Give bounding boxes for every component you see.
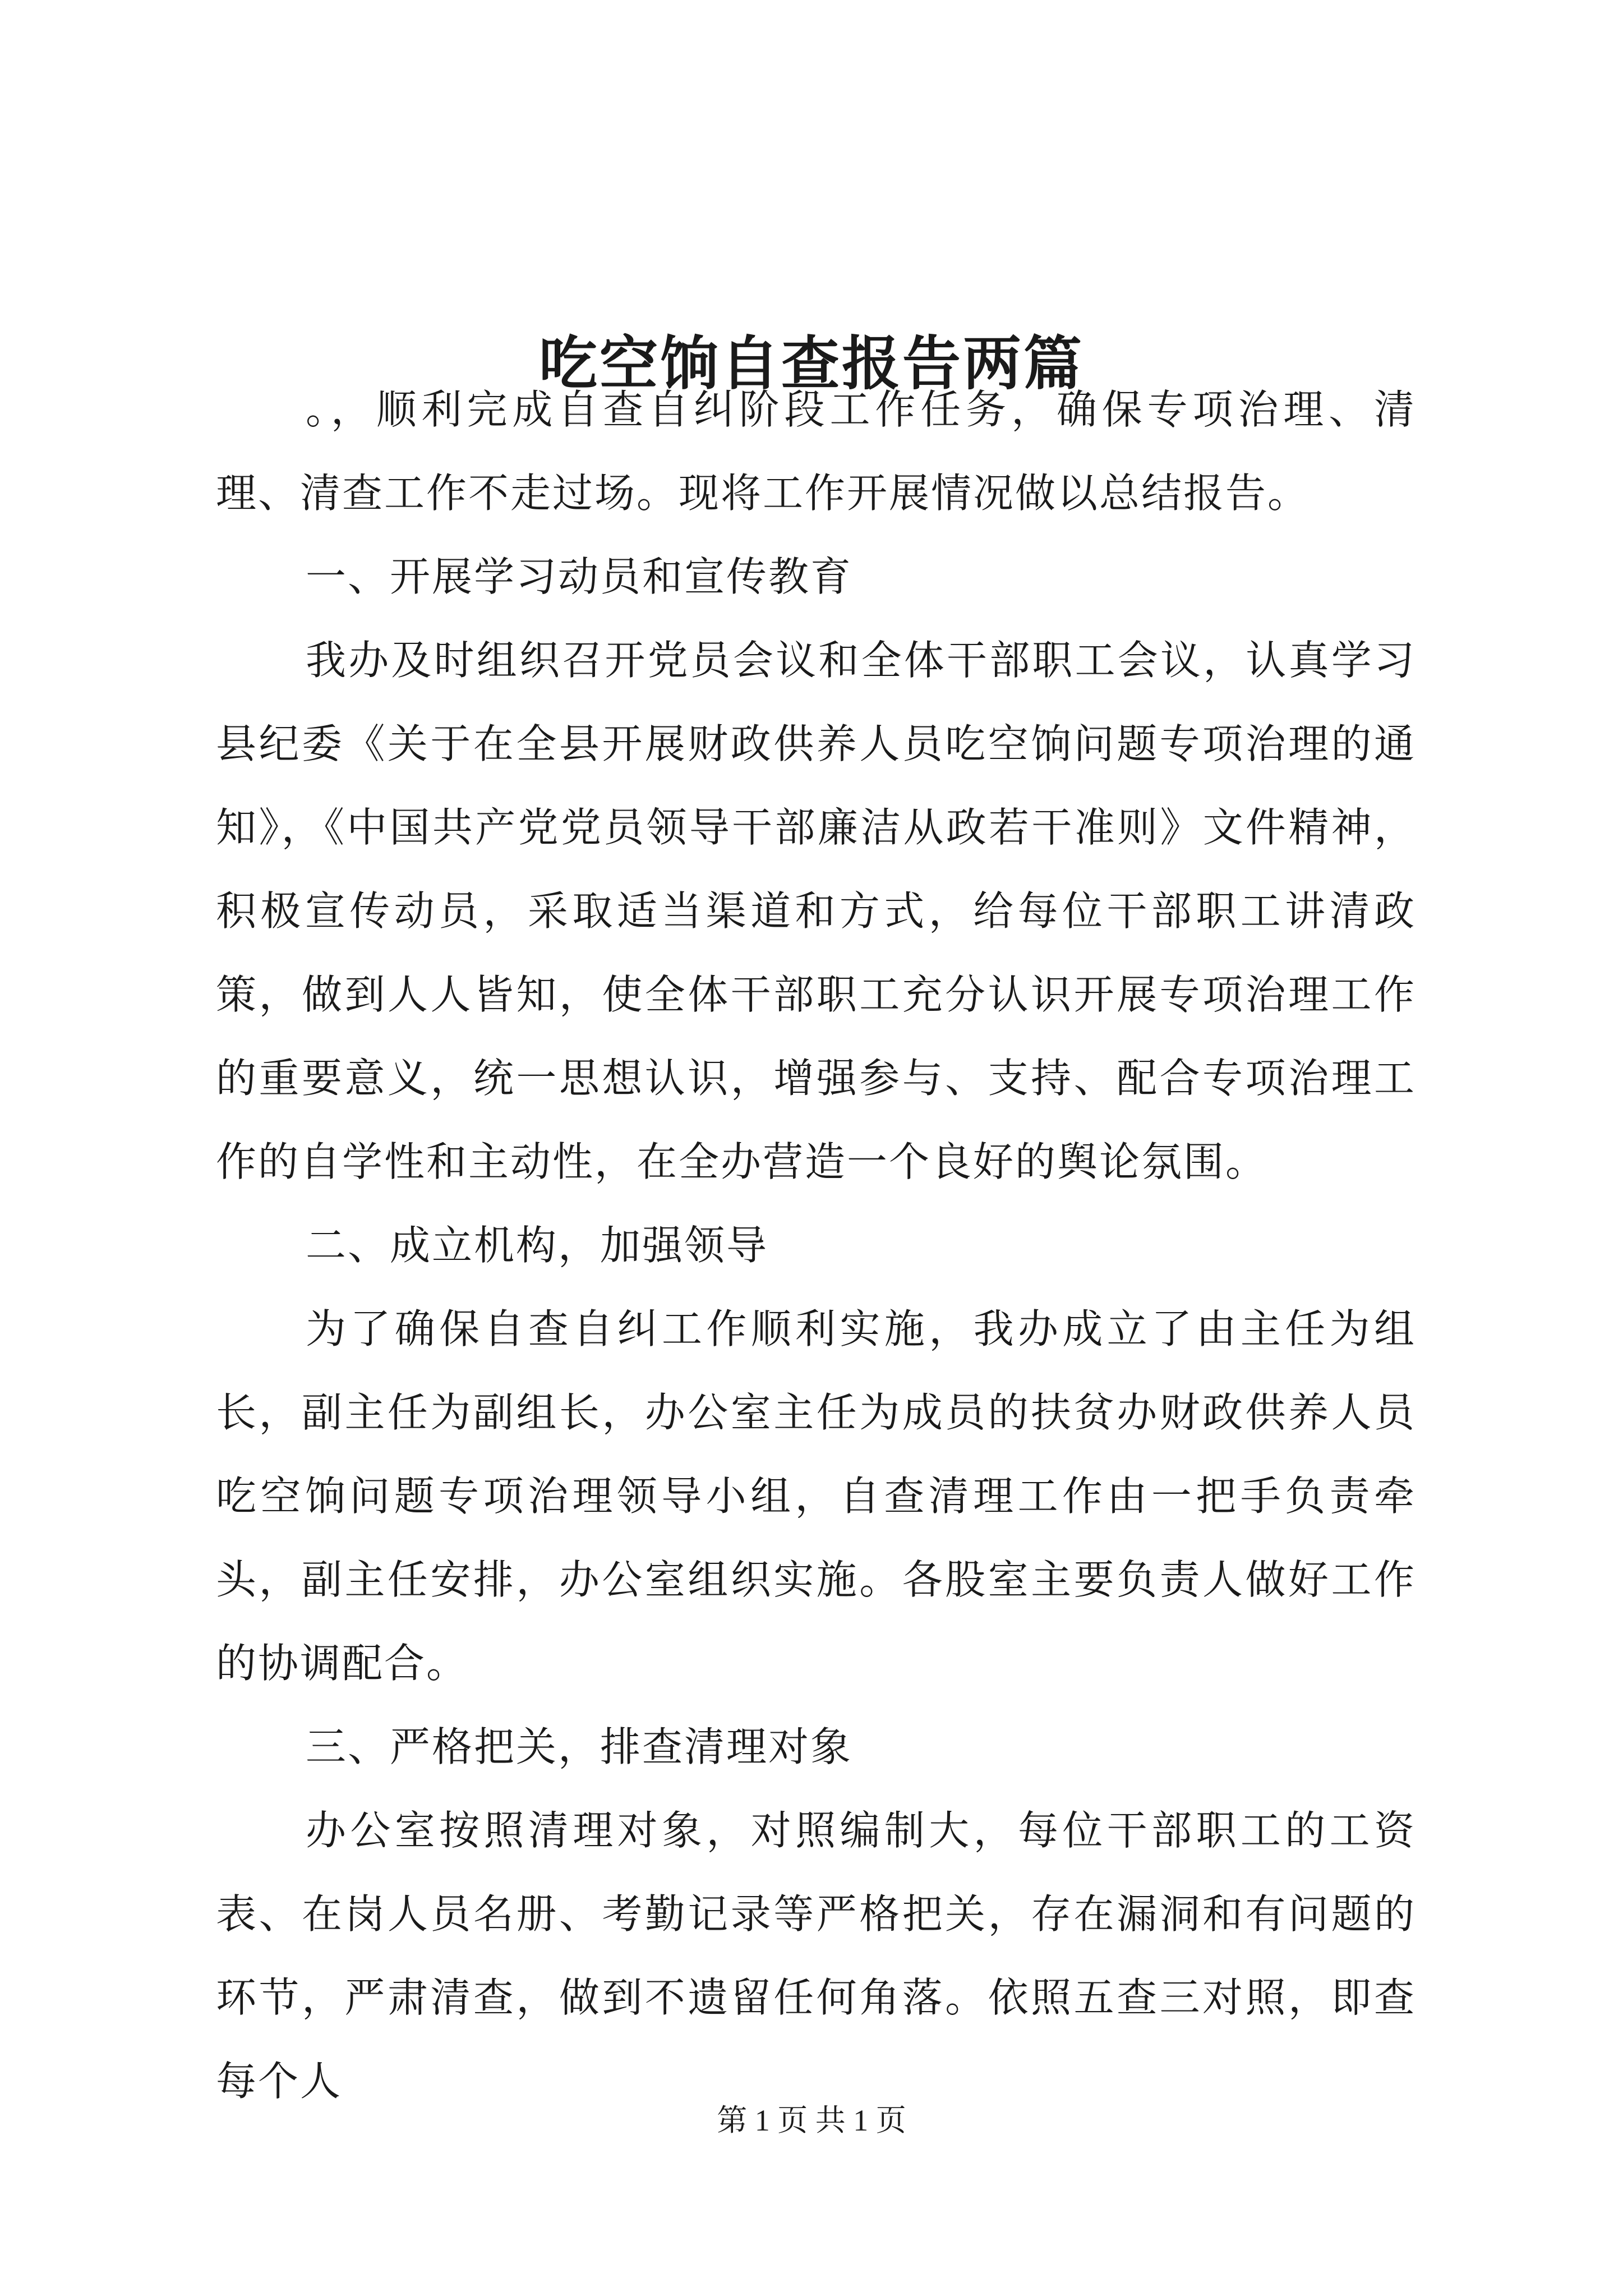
section-heading-3: 三、严格把关，排查清理对象 [306, 1723, 853, 1770]
page-number-footer: 第 1 页 共 1 页 [717, 2104, 906, 2137]
section-heading-2: 二、成立机构，加强领导 [306, 1222, 769, 1269]
document-body [216, 368, 1416, 2123]
section-paragraph-1: 我办及时组织召开党员会议和全体干部职工会议，认真学习县纪委《关于在全县开展财政供养人员吃空饷问题专项治理的通知》，《中国共产党党员领导干部廉洁从政若干准则》文件精神，积极宣传动员，采取适当渠道和方式，给每位干部职工讲清政策，做到人人皆知，使全体干部职工充分认识开展专项治理工作的重要意义，统一思想认识，增强参与、支持、配合专项治理工作的自学性和主动性，在全办营造一个良好的舆论氛围。 [216, 637, 1416, 1185]
section-paragraph-2: 为了确保自查自纠工作顺利实施，我办成立了由主任为组长，副主任为副组长，办公室主任为成员的扶贫办财政供养人员吃空饷问题专项治理领导小组，自查清理工作由一把手负责牵头，副主任安排，办公室组织实施。各股室主要负责人做好工作的协调配合。 [216, 1305, 1416, 1687]
section-paragraph-3: 办公室按照清理对象，对照编制大，每位干部职工的工资表、在岗人员名册、考勤记录等严格把关，存在漏洞和有问题的环节，严肃清查，做到不遗留任何角落。依照五查三对照，即查每个人 [216, 1807, 1416, 2105]
intro-paragraph: 。，顺利完成自查自纠阶段工作任务，确保专项治理、清理、清查工作不走过场。现将工作开展情况做以总结报告。 [216, 386, 1416, 517]
page-title: 吃空饷自查报告两篇 [538, 328, 1084, 398]
section-heading-1: 一、开展学习动员和宣传教育 [306, 553, 853, 600]
